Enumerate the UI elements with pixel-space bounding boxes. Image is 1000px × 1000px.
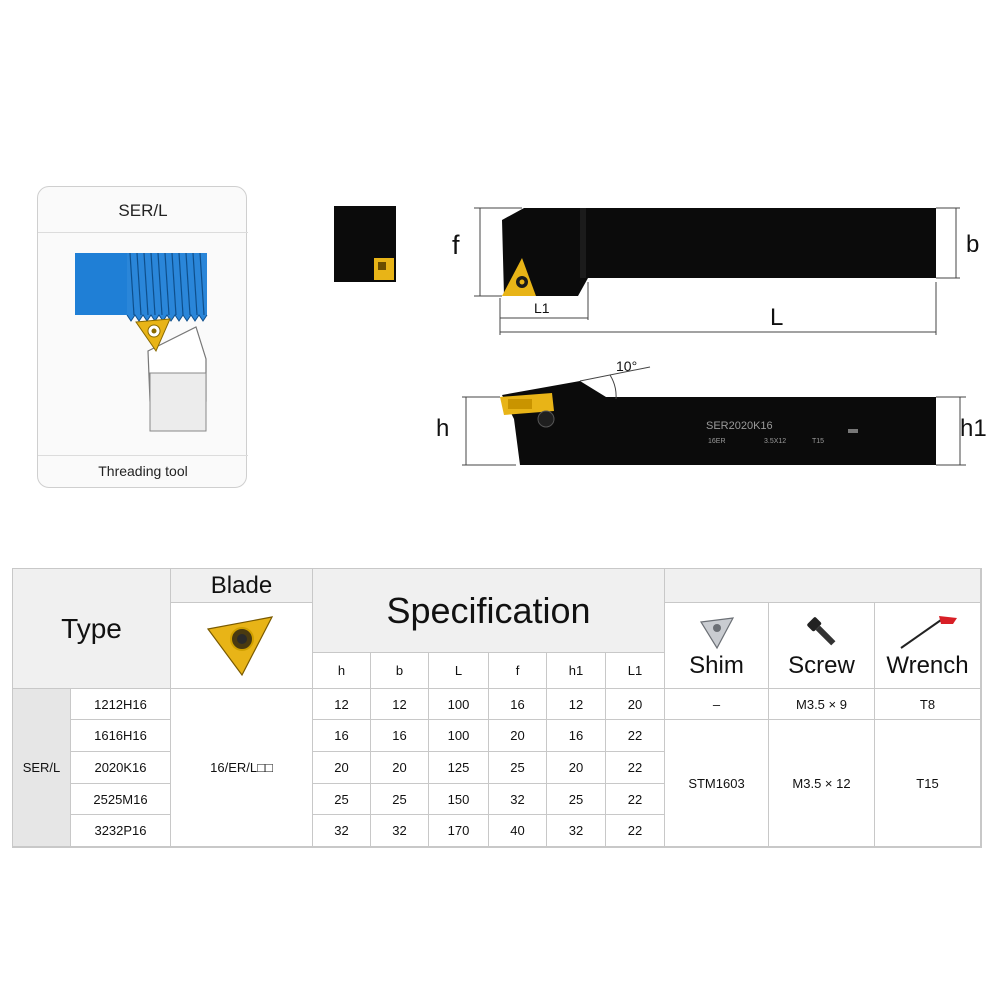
- col-header-h1: h1: [547, 653, 606, 689]
- model-cell: 1616H16: [71, 720, 171, 752]
- spec-table: [12, 568, 982, 848]
- accessory-header-band: [665, 569, 981, 603]
- spec-cell: 150: [429, 784, 489, 815]
- tool-engraving: SER2020K16: [706, 420, 773, 432]
- spec-cell: 125: [429, 752, 489, 784]
- wrench-icon: [893, 612, 963, 652]
- tool-engraving-sub: 16ER: [708, 438, 726, 445]
- spec-cell: 32: [371, 815, 429, 847]
- spec-cell: 25: [313, 784, 371, 815]
- dim-label-b: b: [966, 231, 980, 258]
- threading-tool-card: [37, 186, 247, 488]
- tool-top-view: [440, 190, 1000, 340]
- spec-cell: 100: [429, 720, 489, 752]
- tool-engraving-screw: 3.5X12: [764, 438, 787, 445]
- dim-label-h1: h1: [960, 415, 987, 442]
- dim-label-h: h: [436, 415, 450, 442]
- spec-cell: 25: [547, 784, 606, 815]
- tool-side-view: [460, 355, 1000, 480]
- screw-cell: M3.5 × 12: [769, 720, 875, 847]
- spec-cell: 20: [606, 689, 665, 720]
- spec-cell: 32: [489, 784, 547, 815]
- spec-cell: 16: [371, 720, 429, 752]
- spec-cell: 12: [371, 689, 429, 720]
- tool-engraving-t: T15: [812, 438, 825, 445]
- spec-cell: 100: [429, 689, 489, 720]
- blade-model-cell: 16/ER/L□□: [171, 689, 313, 847]
- shim-cell: STM1603: [665, 720, 769, 847]
- shim-header: Shim: [665, 603, 769, 689]
- model-cell: 1212H16: [71, 689, 171, 720]
- col-header-L: L: [429, 653, 489, 689]
- dim-label-L: L: [770, 304, 784, 331]
- wrench-cell: T15: [875, 720, 981, 847]
- col-header-h: h: [313, 653, 371, 689]
- dim-label-L1-top: L1: [534, 300, 550, 316]
- card-title: SER/L: [118, 201, 168, 220]
- spec-cell: 16: [547, 720, 606, 752]
- screw-icon: [800, 612, 844, 652]
- col-header-b: b: [371, 653, 429, 689]
- model-cell: 2020K16: [71, 752, 171, 784]
- spec-cell: 40: [489, 815, 547, 847]
- spec-cell: 20: [547, 752, 606, 784]
- spec-cell: 32: [547, 815, 606, 847]
- spec-header: Specification: [313, 569, 665, 653]
- screw-cell: M3.5 × 9: [769, 689, 875, 720]
- dim-label-f: f: [452, 230, 460, 260]
- spec-cell: 12: [313, 689, 371, 720]
- spec-cell: 20: [371, 752, 429, 784]
- threading-illustration: [38, 233, 248, 455]
- spec-cell: 170: [429, 815, 489, 847]
- spec-cell: 22: [606, 752, 665, 784]
- screw-header: Screw: [769, 603, 875, 689]
- blade-insert-icon: [202, 611, 282, 681]
- spec-cell: 32: [313, 815, 371, 847]
- spec-cell: 22: [606, 720, 665, 752]
- col-header-f: f: [489, 653, 547, 689]
- model-cell: 2525M16: [71, 784, 171, 815]
- blade-header: Blade: [171, 569, 313, 603]
- spec-cell: 25: [371, 784, 429, 815]
- dim-label-angle: 10°: [616, 358, 638, 374]
- tool-end-view: [330, 204, 400, 286]
- shim-icon: [695, 612, 739, 652]
- card-caption: Threading tool: [98, 463, 188, 479]
- card-divider: [38, 455, 248, 456]
- spec-cell: 22: [606, 815, 665, 847]
- col-header-L1: L1: [606, 653, 665, 689]
- model-cell: 3232P16: [71, 815, 171, 847]
- shim-cell: –: [665, 689, 769, 720]
- spec-cell: 25: [489, 752, 547, 784]
- wrench-cell: T8: [875, 689, 981, 720]
- family-cell: SER/L: [13, 689, 71, 847]
- spec-cell: 12: [547, 689, 606, 720]
- spec-cell: 16: [313, 720, 371, 752]
- spec-cell: 20: [489, 720, 547, 752]
- spec-cell: 20: [313, 752, 371, 784]
- wrench-header: Wrench: [875, 603, 981, 689]
- blade-image-cell: [171, 603, 313, 689]
- spec-cell: 16: [489, 689, 547, 720]
- type-header: Type: [13, 569, 171, 689]
- spec-cell: 22: [606, 784, 665, 815]
